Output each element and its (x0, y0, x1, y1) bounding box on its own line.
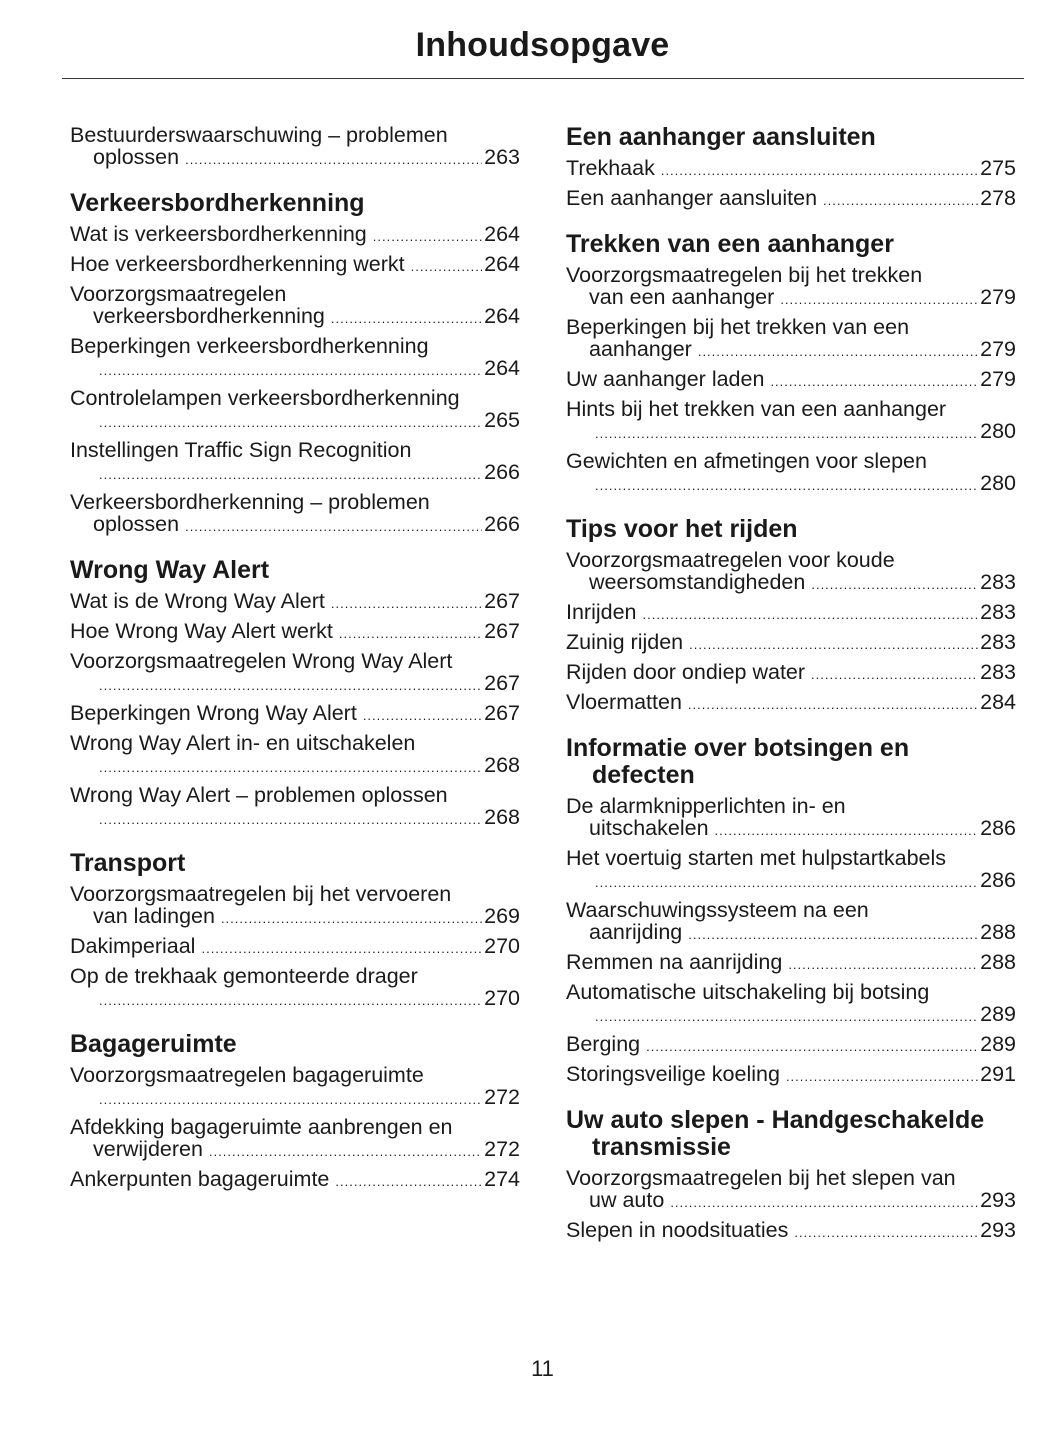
toc-page-number: 270 (484, 986, 520, 1010)
section-heading: Tips voor het rijden (566, 515, 798, 543)
toc-page-number: 286 (980, 816, 1016, 840)
dot-leader (595, 875, 978, 891)
dot-leader (661, 163, 978, 179)
toc-entry[interactable] (70, 1168, 520, 1190)
toc-entry[interactable] (70, 283, 520, 327)
toc-page-number: 272 (484, 1137, 520, 1161)
toc-entry-text: Ankerpunten bagageruimte (70, 1167, 330, 1191)
dot-leader (794, 1225, 978, 1241)
toc-section-wrong-way-alert (70, 557, 520, 828)
toc-left-column (70, 124, 520, 1212)
toc-entry[interactable] (566, 187, 1016, 209)
toc-page-number: 268 (484, 805, 520, 829)
toc-entry-text: De alarmknipperlichten in- en (566, 794, 846, 818)
dot-leader (595, 1009, 978, 1025)
toc-entry-text: verwijderen (93, 1137, 203, 1161)
toc-entry[interactable] (70, 1064, 520, 1108)
title-divider (62, 78, 1024, 79)
toc-entry-text: Dakimperiaal (70, 934, 196, 958)
toc-entry[interactable] (70, 590, 520, 612)
toc-entry-text: aanhanger (589, 337, 692, 361)
toc-entry[interactable] (566, 601, 1016, 623)
toc-entry-text: Voorzorgsmaatregelen bagageruimte (70, 1063, 424, 1087)
dot-leader (373, 229, 482, 245)
dot-leader (688, 927, 978, 943)
dot-leader (770, 374, 978, 390)
dot-leader (185, 519, 482, 535)
toc-page-number: 266 (484, 460, 520, 484)
toc-entry-text: Hoe Wrong Way Alert werkt (70, 619, 333, 643)
toc-entry[interactable] (566, 368, 1016, 390)
section-heading: Trekken van een aanhanger (566, 230, 894, 258)
toc-entry-text: oplossen (93, 145, 180, 169)
toc-page-number: 280 (980, 471, 1016, 495)
toc-entry-text: Trekhaak (566, 156, 655, 180)
toc-entry[interactable] (70, 223, 520, 245)
toc-entry[interactable] (70, 491, 520, 535)
dot-leader (99, 760, 482, 776)
toc-page-number: 291 (980, 1062, 1016, 1086)
page-number: 11 (531, 1356, 554, 1381)
section-heading: Transport (70, 849, 186, 877)
toc-entry-text: Wrong Way Alert in- en uitschakelen (70, 731, 416, 755)
toc-page-number: 267 (484, 671, 520, 695)
toc-entry[interactable] (70, 387, 520, 431)
toc-entry-text: Gewichten en afmetingen voor slepen (566, 449, 927, 473)
toc-entry[interactable] (70, 253, 520, 275)
toc-page-number: 268 (484, 753, 520, 777)
dot-leader (411, 259, 483, 275)
section-heading: Wrong Way Alert (70, 556, 270, 584)
toc-entry-text: aanrijding (589, 920, 683, 944)
dot-leader (689, 637, 978, 653)
toc-page-number: 283 (980, 570, 1016, 594)
toc-entry[interactable] (566, 795, 1016, 839)
toc-entry[interactable] (566, 264, 1016, 308)
toc-page-number: 279 (980, 337, 1016, 361)
toc-entry[interactable] (70, 335, 520, 379)
toc-section-verkeersbordherkenning (70, 190, 520, 535)
dot-leader (811, 577, 978, 593)
toc-entry[interactable] (70, 439, 520, 483)
dot-leader (339, 626, 482, 642)
toc-section-intro (70, 124, 520, 168)
toc-entry[interactable] (566, 316, 1016, 360)
toc-entry-text: Hints bij het trekken van een aanhanger (566, 397, 947, 421)
page-title: Inhoudsopgave (415, 26, 670, 64)
toc-entry-text: Storingsveilige koeling (566, 1062, 780, 1086)
toc-entry-text: Voorzorgsmaatregelen bij het trekken (566, 263, 923, 287)
toc-page-number: 288 (980, 950, 1016, 974)
toc-entry-text: Bestuurderswaarschuwing – problemen (70, 123, 448, 147)
toc-page-number: 266 (484, 512, 520, 536)
dot-leader (646, 1039, 978, 1055)
toc-entry-text: Voorzorgsmaatregelen Wrong Way Alert (70, 649, 453, 673)
toc-entry[interactable] (70, 702, 520, 724)
toc-entry-text: Rijden door ondiep water (566, 660, 806, 684)
toc-entry[interactable] (70, 732, 520, 776)
toc-page-number: 293 (980, 1188, 1016, 1212)
toc-entry-text: Slepen in noodsituaties (566, 1218, 789, 1242)
toc-entry-text: Automatische uitschakeling bij botsing (566, 980, 930, 1004)
toc-section-tips-voor-het-rijden (566, 516, 1016, 713)
dot-leader (715, 823, 979, 839)
toc-entry[interactable] (566, 1219, 1016, 1241)
dot-leader (99, 1092, 482, 1108)
toc-entry[interactable] (70, 784, 520, 828)
section-heading: Een aanhanger aansluiten (566, 123, 876, 151)
dot-leader (99, 812, 482, 828)
toc-entry-text: Hoe verkeersbordherkenning werkt (70, 252, 405, 276)
dot-leader (99, 415, 482, 431)
section-heading: Verkeersbordherkenning (70, 189, 365, 217)
toc-page-number: 267 (484, 619, 520, 643)
toc-entry-text: Voorzorgsmaatregelen (70, 282, 287, 306)
toc-entry[interactable] (566, 450, 1016, 494)
section-heading: Informatie over botsingen en defecten (566, 734, 910, 789)
dot-leader (201, 941, 482, 957)
toc-entry[interactable] (70, 1116, 520, 1160)
toc-entry-text: Vloermatten (566, 690, 682, 714)
dot-leader (221, 911, 482, 927)
dot-leader (811, 667, 978, 683)
toc-page-number: 279 (980, 285, 1016, 309)
toc-page-number: 275 (980, 156, 1016, 180)
toc-entry-text: Het voertuig starten met hulpstartkabels (566, 846, 947, 870)
toc-entry[interactable] (70, 883, 520, 927)
toc-entry-text: uitschakelen (589, 816, 709, 840)
toc-entry-text: Instellingen Traffic Sign Recognition (70, 438, 412, 462)
toc-entry-text: Op de trekhaak gemonteerde drager (70, 964, 418, 988)
toc-entry[interactable] (70, 965, 520, 1009)
toc-page-number: 289 (980, 1032, 1016, 1056)
section-heading: Uw auto slepen - Handgeschakelde transmissie (566, 1106, 985, 1161)
toc-page-number: 286 (980, 868, 1016, 892)
toc-entry-text: Een aanhanger aansluiten (566, 186, 818, 210)
toc-entry[interactable] (566, 549, 1016, 593)
toc-page-number: 264 (484, 356, 520, 380)
toc-page-number: 289 (980, 1002, 1016, 1026)
toc-entry-text: Beperkingen bij het trekken van een (566, 315, 910, 339)
dot-leader (595, 478, 978, 494)
toc-entry[interactable] (566, 981, 1016, 1025)
toc-entry-text: van ladingen (93, 904, 215, 928)
toc-page-number: 293 (980, 1218, 1016, 1242)
toc-entry-text: Beperkingen Wrong Way Alert (70, 701, 357, 725)
dot-leader (786, 1069, 978, 1085)
dot-leader (331, 596, 482, 612)
dot-leader (363, 708, 482, 724)
dot-leader (99, 467, 482, 483)
dot-leader (698, 344, 978, 360)
toc-page-number: 264 (484, 222, 520, 246)
toc-entry-text: uw auto (589, 1188, 665, 1212)
toc-page-number: 265 (484, 408, 520, 432)
toc-entry-text: Controlelampen verkeersbordherkenning (70, 386, 460, 410)
dot-leader (331, 311, 482, 327)
toc-entry-text: Remmen na aanrijding (566, 950, 783, 974)
toc-entry-text: Inrijden (566, 600, 637, 624)
toc-entry-text: Berging (566, 1032, 641, 1056)
toc-page-number: 269 (484, 904, 520, 928)
toc-page-number: 283 (980, 630, 1016, 654)
toc-page-number: 288 (980, 920, 1016, 944)
toc-entry-text: Wat is de Wrong Way Alert (70, 589, 325, 613)
toc-page-number: 272 (484, 1085, 520, 1109)
toc-entry[interactable] (70, 620, 520, 642)
toc-section-informatie-over-botsingen-en-defecten (566, 735, 1016, 1085)
toc-entry-text: Afdekking bagageruimte aanbrengen en (70, 1115, 453, 1139)
toc-entry[interactable] (566, 398, 1016, 442)
toc-page-number: 270 (484, 934, 520, 958)
toc-entry[interactable] (566, 1033, 1016, 1055)
toc-page-number: 280 (980, 419, 1016, 443)
toc-entry-text: Wrong Way Alert – problemen oplossen (70, 783, 448, 807)
toc-entry-text: Voorzorgsmaatregelen voor koude (566, 548, 895, 572)
toc-entry-text: Verkeersbordherkenning – problemen (70, 490, 430, 514)
toc-entry[interactable] (566, 691, 1016, 713)
toc-page-number: 274 (484, 1167, 520, 1191)
toc-page-number: 267 (484, 701, 520, 725)
toc-entry[interactable] (566, 157, 1016, 179)
toc-page-number: 279 (980, 367, 1016, 391)
toc-section-uw-auto-slepen-handgeschakelde-transmissie (566, 1107, 1016, 1241)
dot-leader (335, 1174, 482, 1190)
dot-leader (688, 697, 978, 713)
toc-entry[interactable] (566, 899, 1016, 943)
dot-leader (823, 193, 978, 209)
toc-entry-text: Wat is verkeersbordherkenning (70, 222, 367, 246)
toc-section-een-aanhanger-aansluiten (566, 124, 1016, 209)
dot-leader (670, 1195, 978, 1211)
toc-entry[interactable] (70, 935, 520, 957)
toc-entry[interactable] (70, 124, 520, 168)
toc-page-number: 284 (980, 690, 1016, 714)
section-heading: Bagageruimte (70, 1030, 237, 1058)
toc-entry[interactable] (566, 661, 1016, 683)
toc-entry[interactable] (566, 951, 1016, 973)
dot-leader (595, 426, 978, 442)
dot-leader (209, 1144, 482, 1160)
toc-entry[interactable] (566, 847, 1016, 891)
dot-leader (788, 957, 978, 973)
toc-section-trekken-van-een-aanhanger (566, 231, 1016, 494)
toc-page-number: 267 (484, 589, 520, 613)
toc-entry-text: Uw aanhanger laden (566, 367, 765, 391)
toc-entry-text: van een aanhanger (589, 285, 775, 309)
toc-page-number: 283 (980, 600, 1016, 624)
toc-page-number: 283 (980, 660, 1016, 684)
toc-entry[interactable] (70, 650, 520, 694)
toc-entry[interactable] (566, 1063, 1016, 1085)
toc-entry-text: verkeersbordherkenning (93, 304, 325, 328)
toc-page-number: 263 (484, 145, 520, 169)
toc-entry-text: Zuinig rijden (566, 630, 684, 654)
dot-leader (99, 993, 482, 1009)
toc-entry-text: weersomstandigheden (589, 570, 806, 594)
dot-leader (643, 607, 979, 623)
toc-right-column (566, 124, 1016, 1263)
dot-leader (99, 678, 482, 694)
toc-entry-text: Voorzorgsmaatregelen bij het vervoeren (70, 882, 452, 906)
toc-page-number: 278 (980, 186, 1016, 210)
toc-section-transport (70, 850, 520, 1009)
dot-leader (185, 152, 482, 168)
toc-page-number: 264 (484, 304, 520, 328)
dot-leader (780, 292, 978, 308)
toc-entry-text: Waarschuwingssysteem na een (566, 898, 869, 922)
toc-page-number: 264 (484, 252, 520, 276)
toc-entry[interactable] (566, 631, 1016, 653)
toc-entry-text: Voorzorgsmaatregelen bij het slepen van (566, 1166, 956, 1190)
toc-entry[interactable] (566, 1167, 1016, 1211)
toc-section-bagageruimte (70, 1031, 520, 1190)
toc-entry-text: Beperkingen verkeersbordherkenning (70, 334, 429, 358)
toc-entry-text: oplossen (93, 512, 180, 536)
dot-leader (99, 363, 482, 379)
